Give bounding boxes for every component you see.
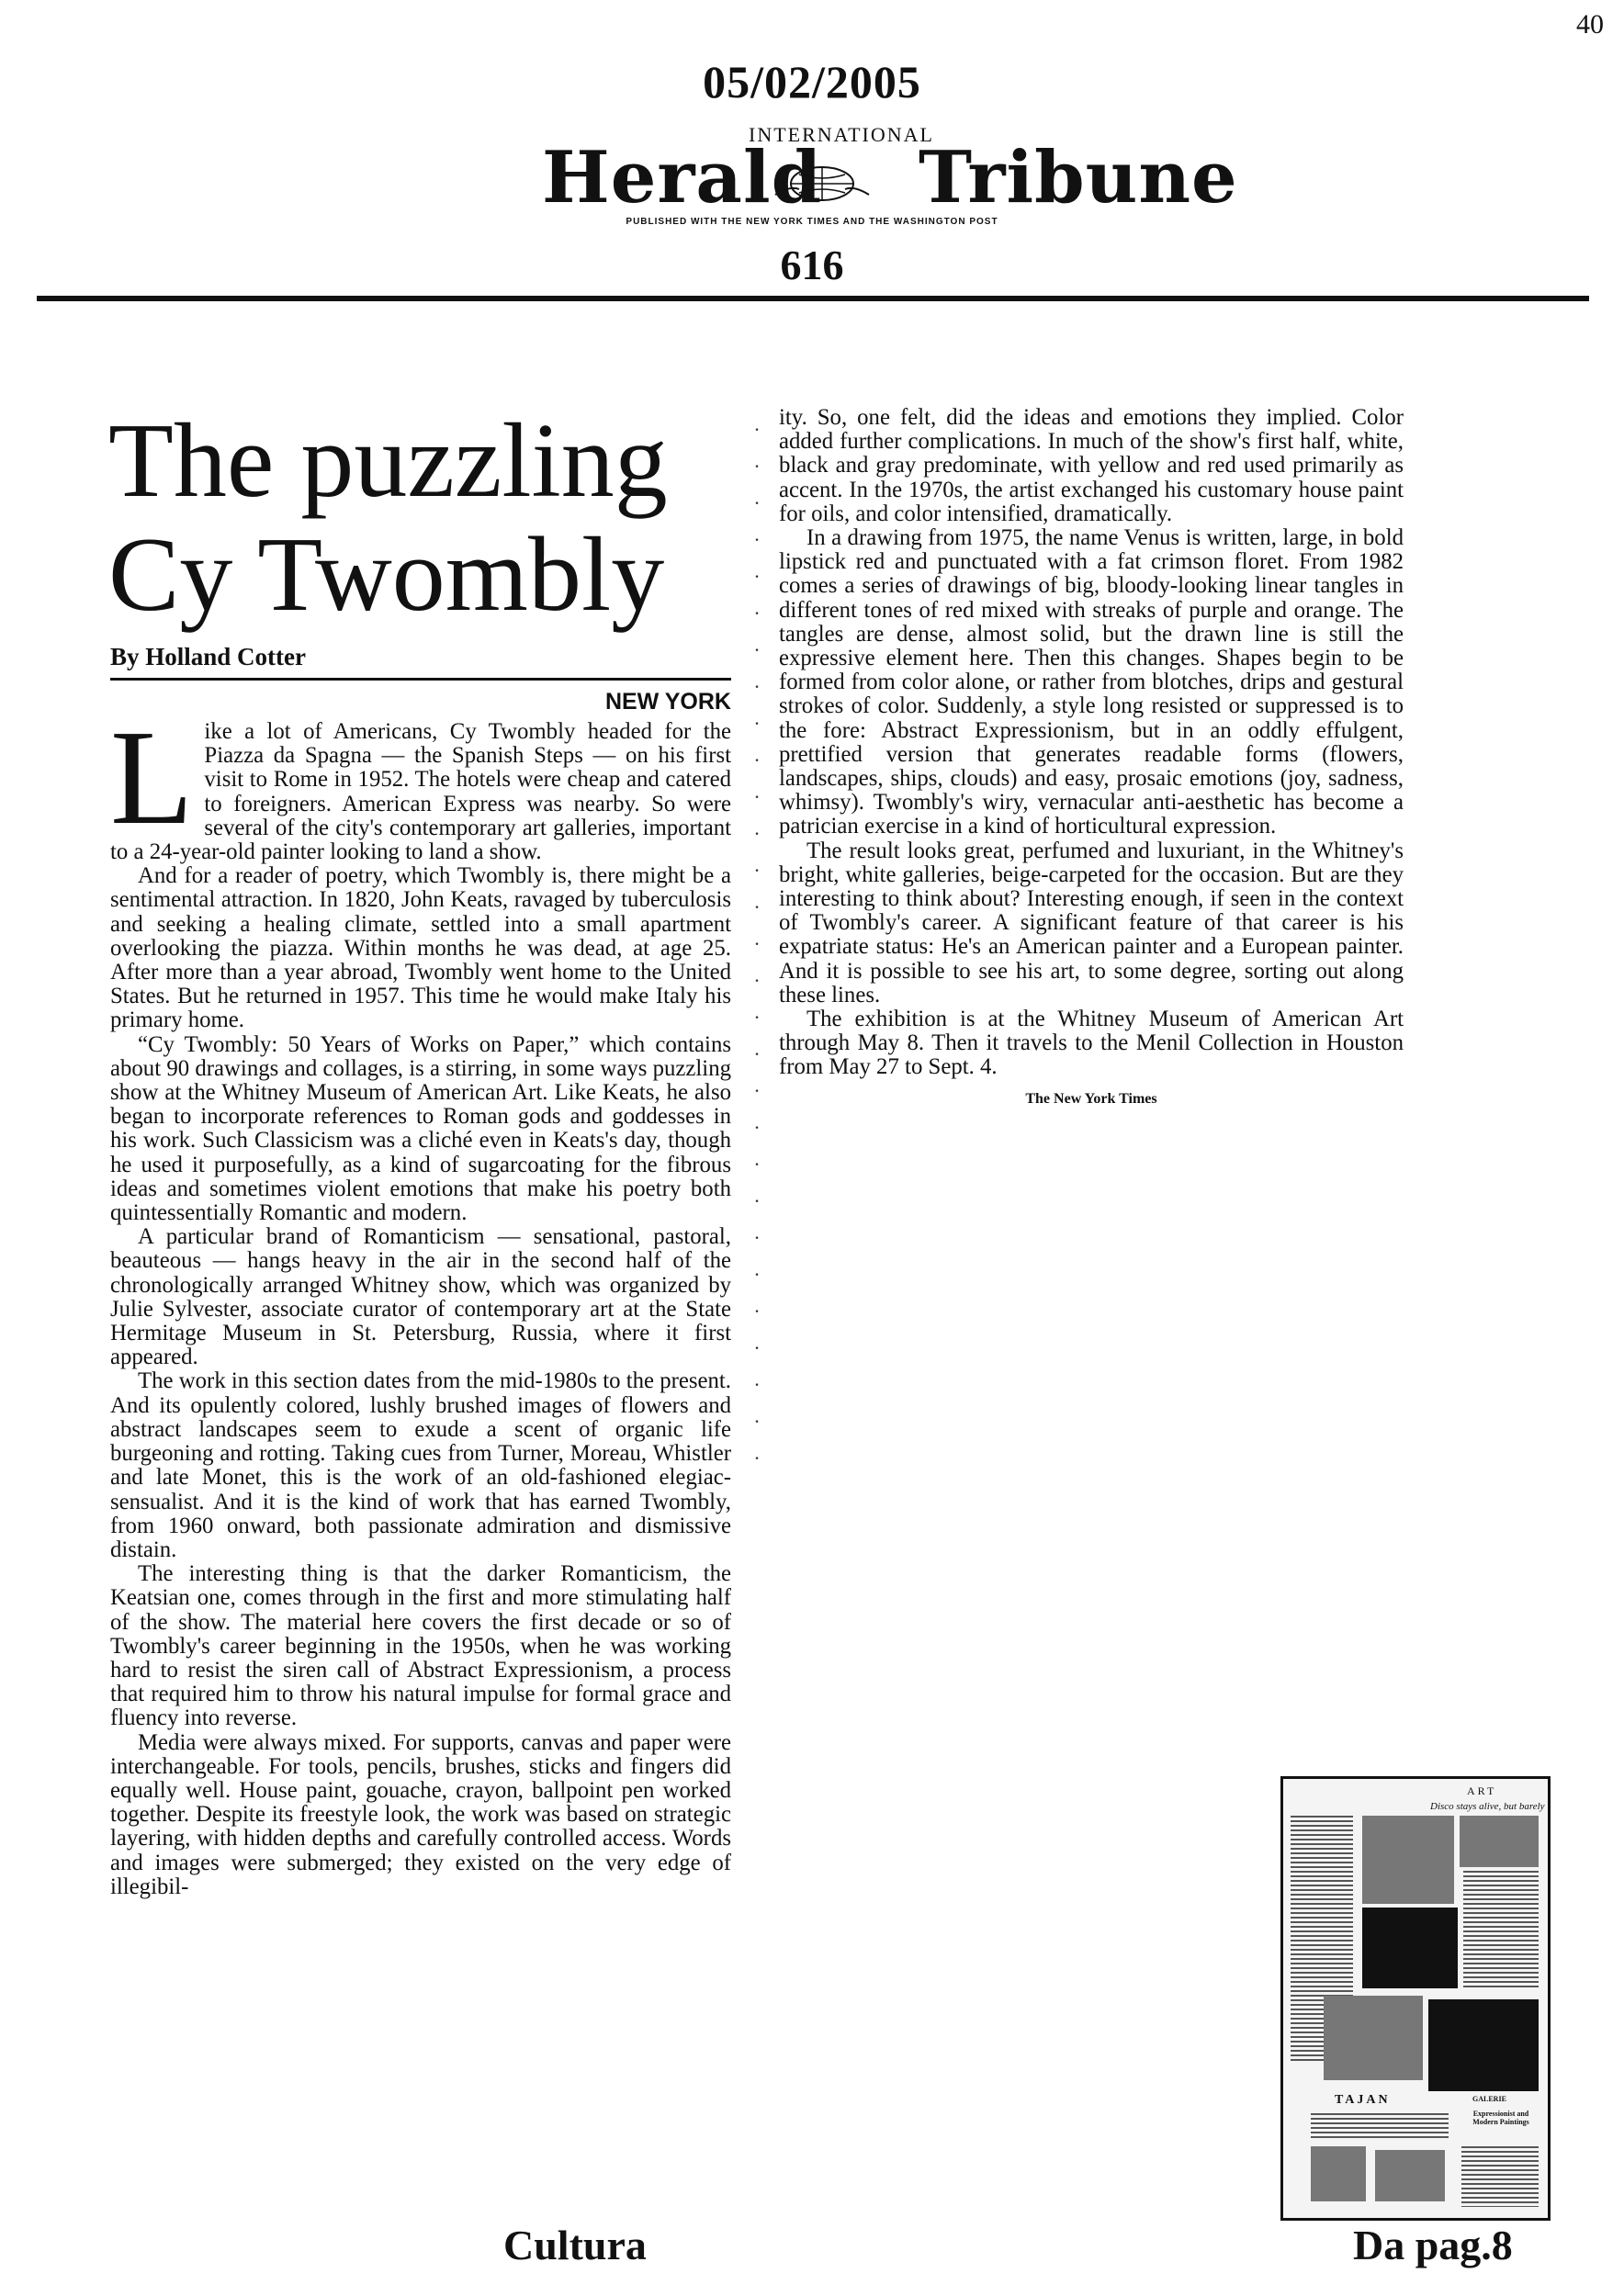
- article-column-right: [779, 406, 1404, 1111]
- paragraph-text: ike a lot of Americans, Cy Twombly headed for the Piazza da Spagna — the Spanish Steps — on his first visit to Rome in 1952. The hotels were cheap and catered to foreigners. American Express was nearby. So were several of the city's contemporary art galleries, important to a 24-year-old painter looking to land a show.: [110, 719, 731, 865]
- issue-number: 616: [780, 242, 844, 288]
- agency-credit: The New York Times: [1025, 1090, 1157, 1107]
- article-paragraph: The interesting thing is that the darker Romanticism, the Keatsian one, comes through in the first and more stimulating half of the show. The material here covers the first decade or so of Twombly's career beginning in the 1950s, when he was working hard to resist the siren call of Abstract Expressionism, a process that required him to throw his natural impulse for formal grace and fluency into reverse.: [110, 1561, 731, 1731]
- masthead-subtitle: PUBLISHED WITH THE NEW YORK TIMES AND THE WASHINGTON POST: [626, 217, 998, 227]
- thumbnail-text-block: [1311, 2113, 1449, 2141]
- thumbnail-ad-image: [1375, 2150, 1445, 2201]
- dateline: NEW YORK: [604, 689, 731, 715]
- masthead: [0, 114, 1624, 227]
- thumbnail-ad-subtitle: Expressionist and Modern Paintings: [1472, 2110, 1529, 2126]
- article-paragraph: The result looks great, perfumed and luxuriant, in the Whitney's bright, white galleries, beige-carpeted for the occasion. But are they interesting to think about? Interesting enough, if seen in the context of Twombly's career. A significant feature of that career is his expatriate status: He's an American painter and a European painter. And it is possible to see his art, to some degree, sorting out along these lines.: [779, 838, 1404, 1007]
- masthead-herald: Herald: [542, 136, 823, 219]
- footer-continuation-label: Da pag.8: [1353, 2222, 1513, 2268]
- thumbnail-photo: [1460, 1816, 1539, 1867]
- article-headline: [108, 404, 668, 632]
- article-paragraph: “Cy Twombly: 50 Years of Works on Paper,” which contains about 90 drawings and collages, is a stirring, in some ways puzzling show at the Whitney Museum of American Art. Like Keats, he also began to incorporate references to Roman gods and goddesses in his work. Such Classicism was a cliché even in Keats's day, though he used it purposefully, as a kind of sugarcoating for the fibrous ideas and sometimes violent emotions that make his poetry both quintessentially Romantic and modern.: [110, 1031, 731, 1226]
- article-paragraph: Media were always mixed. For supports, canvas and paper were interchangeable. For tools, pencils, brushes, sticks and fingers did equally well. House paint, gouache, crayon, ballpoint pen worked together. Despite its freestyle look, the work was based on strategic layering, with hidden depths and carefully controlled access. Words and images were submerged; they existed on the very edge of illegibil-: [110, 1729, 731, 1899]
- article-paragraph: A particular brand of Romanticism — sensational, pastoral, beauteous — hangs heavy in the air in the second half of the chronologically arranged Whitney show, which was organized by Julie Sylvester, associate curator of contemporary art at the State Hermitage Museum in St. Petersburg, Russia, where it first appeared.: [110, 1224, 731, 1370]
- thumbnail-ad-image: [1311, 2146, 1366, 2201]
- thumbnail-photo: [1362, 1816, 1454, 1904]
- masthead-tribune: Tribune: [919, 136, 1238, 219]
- article-paragraph: And for a reader of poetry, which Twombly is, there might be a sentimental attraction. In 1820, John Keats, ravaged by tuberculosis and seeking a healing climate, settled into a small apartment overlooking the piazza. Within months he was dead, at age 25. After more than a year abroad, Twombly went home to the United States. But he returned in 1957. This time he would make Italy his primary home.: [110, 863, 731, 1033]
- headline-line-1: The puzzling: [108, 402, 668, 520]
- article-paragraph: ity. So, one felt, did the ideas and emotions they implied. Color added further complications. In much of the show's first half, white, black and gray predominate, with yellow and red used primarily as accent. In the 1970s, the artist exchanged his customary house paint for oils, and color intensified, dramatically.: [779, 405, 1404, 526]
- scan-gutter-marks: · · · · · · · · · · · · · · · · · · · · · · · · · · · · ·: [753, 418, 761, 1469]
- thumbnail-ad-image: [1428, 1999, 1539, 2091]
- page-number: 40: [1576, 9, 1604, 39]
- thumbnail-photo: [1362, 1908, 1458, 1988]
- thumbnail-text-block: [1463, 1871, 1539, 1990]
- article-paragraph: [110, 703, 731, 865]
- byline-rule: [110, 678, 731, 681]
- article-paragraph: In a drawing from 1975, the name Venus is written, large, in bold lipstick red and punctuated with a fat crimson floret. From 1982 comes a series of drawings of big, bloody-looking linear tangles in different tones of red mixed with streaks of purple and orange. The tangles are dense, almost solid, but the drawn line is still the expressive element here. Then this changes. Shapes begin to be formed from color alone, or rather from blotches, drips and gestural strokes of color. Suddenly, a style long resisted or suppressed is to the fore: Abstract Expressionism, but in an oddly effulgent, prettified version that generates readable forms (flowers, landscapes, ships, clouds) and easy, prosaic emotions (joy, sadness, whimsy). Twombly's wiry, vernacular anti-aesthetic has become a patrician exercise in a kind of horticultural expression.: [779, 525, 1404, 839]
- thumbnail-text-block: [1461, 2146, 1539, 2207]
- masthead-globe-icon: [772, 158, 873, 202]
- thumbnail-headline: Disco stays alive, but barely: [1430, 1801, 1545, 1812]
- thumbnail-ad-title: TAJAN: [1335, 2093, 1391, 2107]
- thumbnail-ad-image: [1324, 1996, 1423, 2080]
- newspaper-header: [0, 55, 1624, 289]
- thumbnail-ad-gallery: GALERIE: [1472, 2095, 1506, 2103]
- byline: By Holland Cotter: [110, 643, 306, 670]
- thumbnail-section-title: ART: [1467, 1784, 1497, 1797]
- article-paragraph: The exhibition is at the Whitney Museum of American Art through May 8. Then it travels to the Menil Collection in Houston from May 27 to Sept. 4.: [779, 1007, 1404, 1080]
- footer-section-label: Cultura: [503, 2222, 647, 2268]
- publication-date: 05/02/2005: [703, 56, 921, 107]
- page-thumbnail: [1280, 1776, 1551, 2221]
- article-column-left: [110, 703, 731, 1899]
- masthead-international: INTERNATIONAL: [749, 123, 934, 146]
- header-rule: [37, 296, 1589, 301]
- drop-cap: L: [110, 703, 194, 853]
- headline-line-2: Cy Twombly: [108, 516, 665, 634]
- article-paragraph: The work in this section dates from the mid-1980s to the present. And its opulently colored, lushly brushed images of flowers and abstract landscapes seem to exude a scent of organic life burgeoning and rotting. Taking cues from Turner, Moreau, Whistler and late Monet, this is the work of an old-fashioned elegiac-sensualist. And it is the kind of work that has earned Twombly, from 1960 onward, both passionate admiration and dismissive distain.: [110, 1368, 731, 1562]
